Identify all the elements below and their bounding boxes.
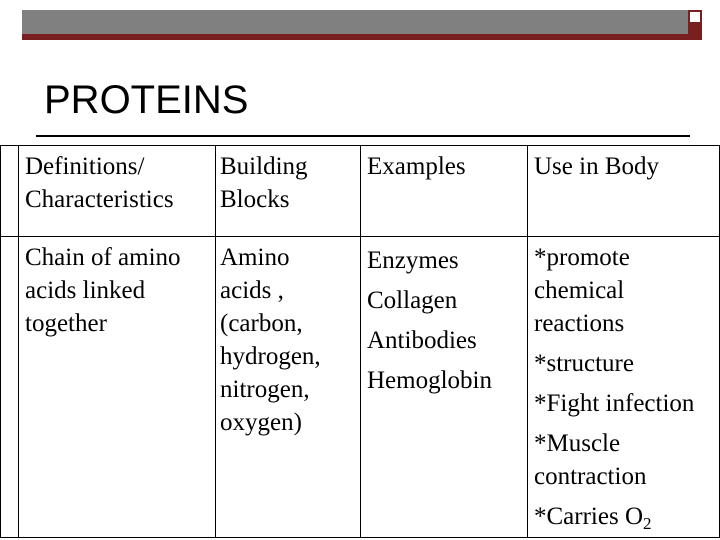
cell-text: *Muscle: [534, 430, 621, 457]
header-text: Use in Body: [534, 153, 659, 180]
cell-text: Amino: [220, 244, 290, 271]
slide-title: PROTEINS: [44, 78, 249, 122]
cell-definition: [19, 237, 216, 538]
cell-text: Collagen: [367, 287, 458, 314]
cell-building-blocks: [216, 237, 361, 538]
subscript-text: 2: [643, 514, 652, 533]
header-text: Building: [220, 153, 308, 180]
header-text: Definitions/: [25, 153, 145, 180]
cell-text: Enzymes: [367, 247, 459, 274]
cell-text: reactions: [534, 310, 625, 337]
cell-text: contraction: [534, 463, 647, 490]
top-decor-bar: [22, 10, 688, 34]
header-row: [1, 146, 720, 237]
protein-table: [0, 145, 720, 538]
cell-text: *Carries O: [534, 503, 643, 530]
header-examples: [361, 146, 528, 237]
cell-uses: [528, 237, 720, 538]
table-row: [1, 237, 720, 538]
cell-text: Hemoglobin: [367, 367, 492, 394]
top-decor-square-fill: [688, 24, 702, 40]
cell-text: (carbon,: [220, 310, 303, 337]
cell-text: together: [25, 310, 107, 337]
gutter-cell: [1, 237, 19, 538]
cell-text: *structure: [534, 350, 634, 377]
top-decor-stripe: [22, 34, 688, 40]
cell-text: acids linked: [25, 277, 146, 304]
cell-text-carries: [534, 500, 719, 533]
cell-examples: [361, 237, 528, 538]
cell-text: acids ,: [220, 277, 284, 304]
cell-text: hydrogen,: [220, 343, 321, 370]
cell-text: oxygen): [220, 409, 302, 436]
cell-text: Chain of amino: [25, 244, 181, 271]
header-text: Examples: [367, 153, 466, 180]
header-text: Characteristics: [25, 186, 174, 213]
gutter-cell: [1, 146, 19, 237]
top-decor-square: [688, 10, 702, 24]
cell-text: chemical: [534, 277, 625, 304]
header-use-in-body: [528, 146, 720, 237]
title-underline: [36, 135, 690, 137]
header-text: Blocks: [220, 186, 290, 213]
cell-text: *Fight infection: [534, 390, 695, 417]
header-building-blocks: [216, 146, 361, 237]
cell-text: nitrogen,: [220, 376, 310, 403]
cell-text: *promote: [534, 244, 630, 271]
header-definitions: [19, 146, 216, 237]
cell-text: Antibodies: [367, 327, 477, 354]
